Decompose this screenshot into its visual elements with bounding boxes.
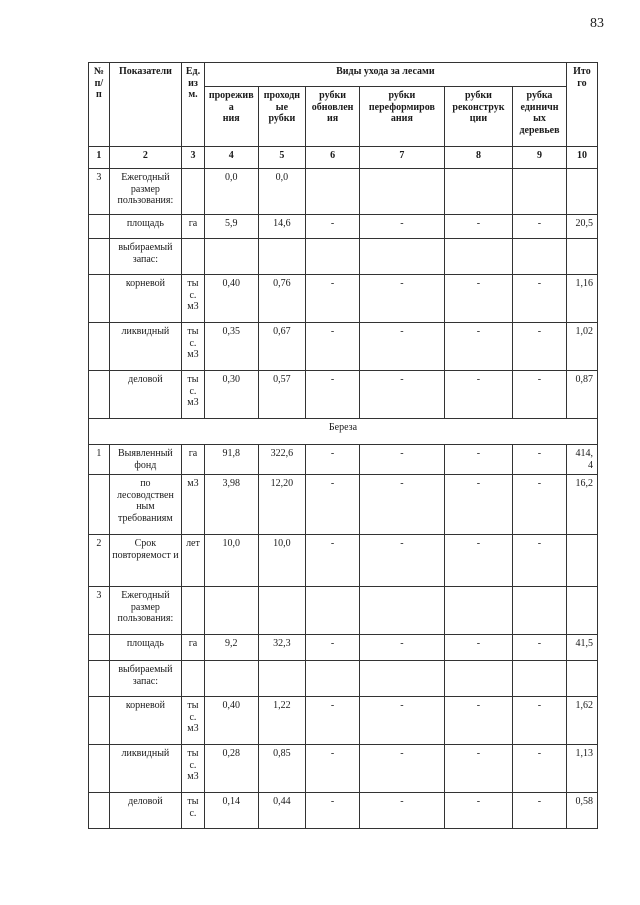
value-c6: - [306, 475, 360, 535]
value-c5 [258, 239, 306, 275]
value-c4: 9,2 [204, 635, 258, 661]
table-row [89, 371, 598, 419]
table-row [89, 215, 598, 239]
page-number: 83 [590, 16, 604, 31]
value-c7 [359, 661, 444, 697]
total-cell: 16,2 [566, 475, 597, 535]
indicator-name: Выявленный фонд [109, 445, 181, 475]
indicator-name: Срок повторяемост и [109, 535, 181, 587]
header-subtype-1: прорежива ния [204, 87, 258, 147]
value-c5: 322,6 [258, 445, 306, 475]
row-number [89, 323, 110, 371]
value-c6 [306, 587, 360, 635]
value-c7: - [359, 635, 444, 661]
indicator-name: по лесоводствен ным требованиям [109, 475, 181, 535]
value-c9: - [513, 745, 567, 793]
unit-cell: м3 [182, 475, 205, 535]
total-cell: 20,5 [566, 215, 597, 239]
value-c8: - [444, 475, 512, 535]
value-c6: - [306, 215, 360, 239]
value-c4: 0,0 [204, 169, 258, 215]
unit-cell [182, 169, 205, 215]
value-c4: 5,9 [204, 215, 258, 239]
total-cell [566, 661, 597, 697]
table-row [89, 793, 598, 829]
table-row [89, 445, 598, 475]
indicator-name: ликвидный [109, 745, 181, 793]
value-c8: - [444, 535, 512, 587]
unit-cell: га [182, 215, 205, 239]
value-c4: 91,8 [204, 445, 258, 475]
value-c8: - [444, 745, 512, 793]
value-c4 [204, 661, 258, 697]
table-row [89, 661, 598, 697]
total-cell: 0,87 [566, 371, 597, 419]
total-cell [566, 169, 597, 215]
total-cell: 1,16 [566, 275, 597, 323]
value-c6 [306, 661, 360, 697]
value-c7 [359, 587, 444, 635]
value-c4: 0,14 [204, 793, 258, 829]
row-number: 3 [89, 169, 110, 215]
value-c7 [359, 239, 444, 275]
table-row [89, 535, 598, 587]
value-c9: - [513, 215, 567, 239]
value-c7: - [359, 793, 444, 829]
value-c7: - [359, 215, 444, 239]
value-c4: 0,28 [204, 745, 258, 793]
row-number [89, 371, 110, 419]
value-c5 [258, 587, 306, 635]
value-c8: - [444, 215, 512, 239]
value-c9 [513, 169, 567, 215]
table-row [89, 697, 598, 745]
unit-cell [182, 587, 205, 635]
row-number [89, 475, 110, 535]
value-c9: - [513, 275, 567, 323]
row-number [89, 661, 110, 697]
header-subtype-6: рубка единичн ых деревьев [513, 87, 567, 147]
value-c6: - [306, 323, 360, 371]
value-c9 [513, 239, 567, 275]
row-number [89, 697, 110, 745]
header-subtype-5: рубки реконструк ции [444, 87, 512, 147]
indicator-name: Ежегодный размер пользования: [109, 169, 181, 215]
unit-cell [182, 239, 205, 275]
forest-care-table [88, 62, 598, 829]
column-number-8: 8 [444, 147, 512, 169]
value-c4: 3,98 [204, 475, 258, 535]
value-c8: - [444, 445, 512, 475]
column-number-1: 1 [89, 147, 110, 169]
unit-cell: ты с. м3 [182, 371, 205, 419]
value-c9: - [513, 475, 567, 535]
table-row [89, 635, 598, 661]
header-subtype-4: рубки переформиров ания [359, 87, 444, 147]
value-c4: 0,40 [204, 275, 258, 323]
value-c5: 0,67 [258, 323, 306, 371]
value-c8 [444, 661, 512, 697]
total-cell [566, 535, 597, 587]
value-c5 [258, 661, 306, 697]
value-c4 [204, 239, 258, 275]
value-c5: 0,85 [258, 745, 306, 793]
row-number [89, 745, 110, 793]
value-c6: - [306, 793, 360, 829]
column-number-4: 4 [204, 147, 258, 169]
table-row [89, 745, 598, 793]
value-c7: - [359, 323, 444, 371]
value-c9: - [513, 793, 567, 829]
value-c6: - [306, 745, 360, 793]
value-c7: - [359, 371, 444, 419]
value-c5: 14,6 [258, 215, 306, 239]
column-number-3: 3 [182, 147, 205, 169]
header-total: Ито го [566, 63, 597, 147]
value-c7: - [359, 697, 444, 745]
table-row [89, 323, 598, 371]
column-number-10: 10 [566, 147, 597, 169]
value-c7: - [359, 745, 444, 793]
header-care-types: Виды ухода за лесами [204, 63, 566, 87]
table-row [89, 239, 598, 275]
group-row [89, 419, 598, 445]
value-c9: - [513, 323, 567, 371]
value-c6: - [306, 535, 360, 587]
unit-cell: га [182, 635, 205, 661]
table-row [89, 169, 598, 215]
header-subtype-2: проходн ые рубки [258, 87, 306, 147]
unit-cell [182, 661, 205, 697]
total-cell: 1,02 [566, 323, 597, 371]
unit-cell: ты с. м3 [182, 275, 205, 323]
value-c5: 10,0 [258, 535, 306, 587]
column-number-5: 5 [258, 147, 306, 169]
column-number-6: 6 [306, 147, 360, 169]
group-label-birch: Береза [89, 419, 598, 445]
header-unit: Ед. из м. [182, 63, 205, 147]
value-c7 [359, 169, 444, 215]
value-c6 [306, 169, 360, 215]
indicator-name: площадь [109, 635, 181, 661]
value-c4 [204, 587, 258, 635]
column-number-2: 2 [109, 147, 181, 169]
column-number-9: 9 [513, 147, 567, 169]
header-no: № п/ п [89, 63, 110, 147]
unit-cell: ты с. м3 [182, 697, 205, 745]
indicator-name: корневой [109, 697, 181, 745]
indicator-name: Ежегодный размер пользования: [109, 587, 181, 635]
value-c8: - [444, 323, 512, 371]
total-cell [566, 239, 597, 275]
indicator-name: деловой [109, 371, 181, 419]
row-number [89, 793, 110, 829]
indicator-name: корневой [109, 275, 181, 323]
value-c5: 0,57 [258, 371, 306, 419]
unit-cell: ты с. м3 [182, 323, 205, 371]
value-c9 [513, 661, 567, 697]
unit-cell: лет [182, 535, 205, 587]
indicator-name: площадь [109, 215, 181, 239]
unit-cell: ты с. м3 [182, 745, 205, 793]
table-row [89, 587, 598, 635]
value-c4: 10,0 [204, 535, 258, 587]
value-c5: 0,76 [258, 275, 306, 323]
value-c6: - [306, 697, 360, 745]
value-c8: - [444, 793, 512, 829]
value-c8 [444, 587, 512, 635]
value-c6: - [306, 371, 360, 419]
value-c9: - [513, 535, 567, 587]
row-number: 2 [89, 535, 110, 587]
value-c9: - [513, 445, 567, 475]
value-c5: 12,20 [258, 475, 306, 535]
value-c6 [306, 239, 360, 275]
row-number [89, 239, 110, 275]
row-number: 3 [89, 587, 110, 635]
row-number: 1 [89, 445, 110, 475]
value-c8: - [444, 275, 512, 323]
indicator-name: выбираемый запас: [109, 239, 181, 275]
value-c8: - [444, 697, 512, 745]
value-c5: 0,44 [258, 793, 306, 829]
total-cell [566, 587, 597, 635]
value-c6: - [306, 445, 360, 475]
header-subtype-3: рубки обновлен ия [306, 87, 360, 147]
value-c6: - [306, 275, 360, 323]
unit-cell: га [182, 445, 205, 475]
indicator-name: ликвидный [109, 323, 181, 371]
value-c5: 1,22 [258, 697, 306, 745]
unit-cell: ты с. [182, 793, 205, 829]
value-c9 [513, 587, 567, 635]
total-cell: 414, 4 [566, 445, 597, 475]
total-cell: 1,13 [566, 745, 597, 793]
value-c6: - [306, 635, 360, 661]
value-c7: - [359, 535, 444, 587]
row-number [89, 275, 110, 323]
value-c7: - [359, 475, 444, 535]
value-c9: - [513, 697, 567, 745]
value-c5: 32,3 [258, 635, 306, 661]
value-c8 [444, 239, 512, 275]
table-row [89, 275, 598, 323]
table-row [89, 475, 598, 535]
header-indicator: Показатели [109, 63, 181, 147]
value-c4: 0,30 [204, 371, 258, 419]
value-c8 [444, 169, 512, 215]
value-c9: - [513, 635, 567, 661]
value-c8: - [444, 635, 512, 661]
column-number-7: 7 [359, 147, 444, 169]
value-c7: - [359, 445, 444, 475]
value-c4: 0,35 [204, 323, 258, 371]
total-cell: 0,58 [566, 793, 597, 829]
value-c8: - [444, 371, 512, 419]
value-c4: 0,40 [204, 697, 258, 745]
indicator-name: деловой [109, 793, 181, 829]
row-number [89, 215, 110, 239]
row-number [89, 635, 110, 661]
value-c5: 0,0 [258, 169, 306, 215]
total-cell: 1,62 [566, 697, 597, 745]
value-c9: - [513, 371, 567, 419]
indicator-name: выбираемый запас: [109, 661, 181, 697]
total-cell: 41,5 [566, 635, 597, 661]
value-c7: - [359, 275, 444, 323]
